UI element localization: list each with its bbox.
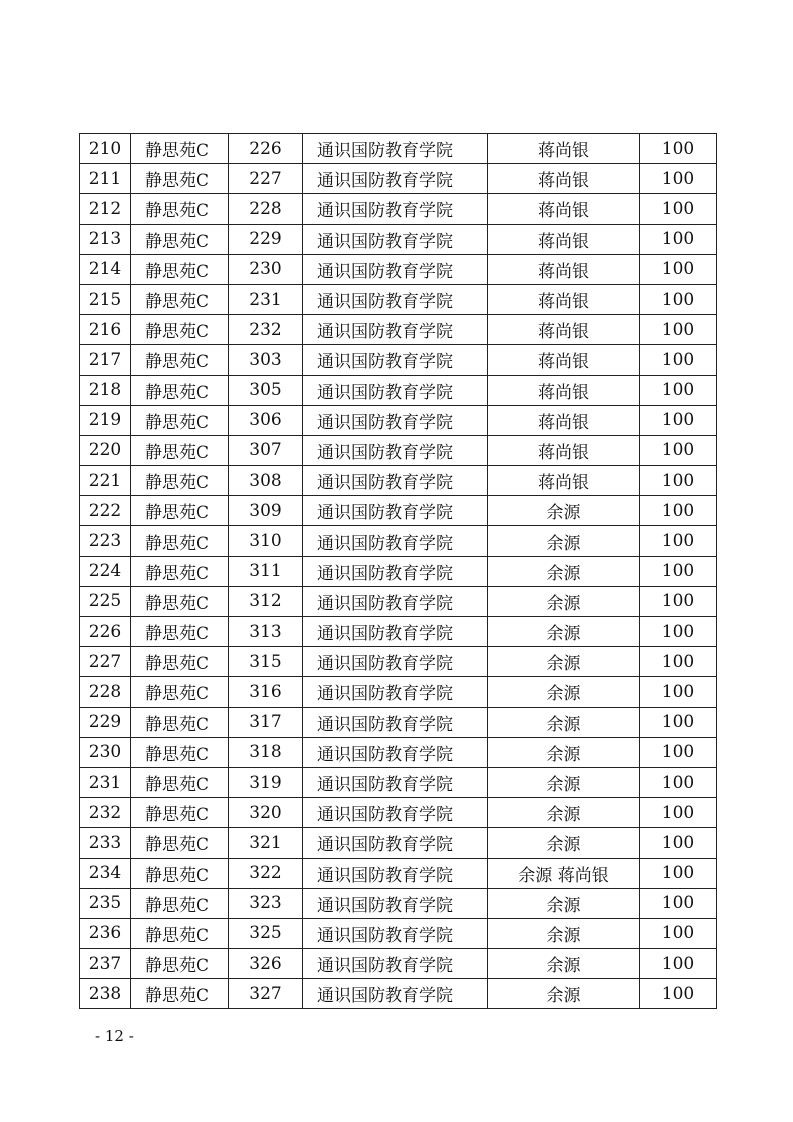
score-cell: 100 [640, 164, 717, 194]
building-cell: 静思苑C [131, 737, 229, 767]
building-cell: 静思苑C [131, 496, 229, 526]
table-row [80, 979, 717, 1009]
teacher-cell: 蒋尚银 [488, 405, 640, 435]
row-index-cell: 214 [80, 254, 131, 284]
college-cell: 通识国防教育学院 [303, 526, 488, 556]
score-cell: 100 [640, 798, 717, 828]
row-index-cell: 229 [80, 707, 131, 737]
room-cell: 229 [229, 224, 303, 254]
room-cell: 306 [229, 405, 303, 435]
score-cell: 100 [640, 345, 717, 375]
page-number: - 12 - [95, 1027, 134, 1045]
college-cell: 通识国防教育学院 [303, 677, 488, 707]
building-cell: 静思苑C [131, 858, 229, 888]
table-row [80, 949, 717, 979]
score-cell: 100 [640, 405, 717, 435]
college-cell: 通识国防教育学院 [303, 556, 488, 586]
row-index-cell: 227 [80, 647, 131, 677]
table-row [80, 617, 717, 647]
table-row [80, 254, 717, 284]
college-cell: 通识国防教育学院 [303, 224, 488, 254]
college-cell: 通识国防教育学院 [303, 466, 488, 496]
teacher-cell: 余源 [488, 798, 640, 828]
table-row [80, 586, 717, 616]
score-cell: 100 [640, 949, 717, 979]
room-cell: 327 [229, 979, 303, 1009]
row-index-cell: 212 [80, 194, 131, 224]
table-row [80, 134, 717, 164]
row-index-cell: 222 [80, 496, 131, 526]
table-row [80, 647, 717, 677]
score-cell: 100 [640, 194, 717, 224]
college-cell: 通识国防教育学院 [303, 798, 488, 828]
row-index-cell: 218 [80, 375, 131, 405]
teacher-cell: 蒋尚银 [488, 375, 640, 405]
row-index-cell: 213 [80, 224, 131, 254]
college-cell: 通识国防教育学院 [303, 345, 488, 375]
score-cell: 100 [640, 979, 717, 1009]
room-cell: 319 [229, 767, 303, 797]
building-cell: 静思苑C [131, 526, 229, 556]
building-cell: 静思苑C [131, 707, 229, 737]
score-cell: 100 [640, 828, 717, 858]
table-body [80, 134, 717, 1009]
room-cell: 325 [229, 918, 303, 948]
room-cell: 309 [229, 496, 303, 526]
row-index-cell: 215 [80, 284, 131, 314]
score-cell: 100 [640, 586, 717, 616]
college-cell: 通识国防教育学院 [303, 496, 488, 526]
building-cell: 静思苑C [131, 677, 229, 707]
college-cell: 通识国防教育学院 [303, 707, 488, 737]
teacher-cell: 余源 蒋尚银 [488, 858, 640, 888]
college-cell: 通识国防教育学院 [303, 949, 488, 979]
college-cell: 通识国防教育学院 [303, 284, 488, 314]
score-cell: 100 [640, 888, 717, 918]
score-cell: 100 [640, 315, 717, 345]
building-cell: 静思苑C [131, 979, 229, 1009]
teacher-cell: 余源 [488, 617, 640, 647]
teacher-cell: 蒋尚银 [488, 315, 640, 345]
table-row [80, 858, 717, 888]
building-cell: 静思苑C [131, 647, 229, 677]
score-cell: 100 [640, 224, 717, 254]
row-index-cell: 216 [80, 315, 131, 345]
teacher-cell: 蒋尚银 [488, 466, 640, 496]
row-index-cell: 217 [80, 345, 131, 375]
college-cell: 通识国防教育学院 [303, 918, 488, 948]
row-index-cell: 210 [80, 134, 131, 164]
room-cell: 320 [229, 798, 303, 828]
building-cell: 静思苑C [131, 798, 229, 828]
table-row [80, 405, 717, 435]
college-cell: 通识国防教育学院 [303, 737, 488, 767]
room-cell: 315 [229, 647, 303, 677]
teacher-cell: 蒋尚银 [488, 435, 640, 465]
teacher-cell: 蒋尚银 [488, 224, 640, 254]
row-index-cell: 235 [80, 888, 131, 918]
row-index-cell: 237 [80, 949, 131, 979]
room-cell: 228 [229, 194, 303, 224]
teacher-cell: 余源 [488, 979, 640, 1009]
building-cell: 静思苑C [131, 918, 229, 948]
table-row [80, 767, 717, 797]
score-cell: 100 [640, 284, 717, 314]
score-cell: 100 [640, 767, 717, 797]
table-row [80, 466, 717, 496]
score-cell: 100 [640, 375, 717, 405]
room-cell: 230 [229, 254, 303, 284]
teacher-cell: 余源 [488, 677, 640, 707]
room-cell: 232 [229, 315, 303, 345]
row-index-cell: 219 [80, 405, 131, 435]
table-row [80, 496, 717, 526]
score-cell: 100 [640, 677, 717, 707]
college-cell: 通识国防教育学院 [303, 435, 488, 465]
table-row [80, 707, 717, 737]
table-row [80, 918, 717, 948]
room-cell: 307 [229, 435, 303, 465]
building-cell: 静思苑C [131, 254, 229, 284]
building-cell: 静思苑C [131, 315, 229, 345]
row-index-cell: 220 [80, 435, 131, 465]
score-cell: 100 [640, 737, 717, 767]
row-index-cell: 221 [80, 466, 131, 496]
teacher-cell: 余源 [488, 586, 640, 616]
row-index-cell: 236 [80, 918, 131, 948]
score-cell: 100 [640, 918, 717, 948]
building-cell: 静思苑C [131, 556, 229, 586]
room-cell: 322 [229, 858, 303, 888]
table-row [80, 526, 717, 556]
room-cell: 226 [229, 134, 303, 164]
building-cell: 静思苑C [131, 767, 229, 797]
room-cell: 318 [229, 737, 303, 767]
teacher-cell: 余源 [488, 767, 640, 797]
room-cell: 316 [229, 677, 303, 707]
table-row [80, 828, 717, 858]
room-cell: 303 [229, 345, 303, 375]
building-cell: 静思苑C [131, 284, 229, 314]
room-cell: 227 [229, 164, 303, 194]
score-cell: 100 [640, 134, 717, 164]
teacher-cell: 蒋尚银 [488, 284, 640, 314]
teacher-cell: 蒋尚银 [488, 134, 640, 164]
college-cell: 通识国防教育学院 [303, 647, 488, 677]
score-cell: 100 [640, 556, 717, 586]
row-index-cell: 230 [80, 737, 131, 767]
teacher-cell: 蒋尚银 [488, 345, 640, 375]
building-cell: 静思苑C [131, 888, 229, 918]
table-row [80, 194, 717, 224]
building-cell: 静思苑C [131, 949, 229, 979]
score-cell: 100 [640, 526, 717, 556]
row-index-cell: 228 [80, 677, 131, 707]
teacher-cell: 余源 [488, 828, 640, 858]
table-row [80, 375, 717, 405]
table-row [80, 345, 717, 375]
room-cell: 323 [229, 888, 303, 918]
score-cell: 100 [640, 707, 717, 737]
room-cell: 305 [229, 375, 303, 405]
teacher-cell: 余源 [488, 496, 640, 526]
college-cell: 通识国防教育学院 [303, 858, 488, 888]
teacher-cell: 余源 [488, 949, 640, 979]
college-cell: 通识国防教育学院 [303, 888, 488, 918]
building-cell: 静思苑C [131, 134, 229, 164]
data-table [79, 133, 717, 1009]
building-cell: 静思苑C [131, 194, 229, 224]
table-row [80, 556, 717, 586]
college-cell: 通识国防教育学院 [303, 828, 488, 858]
room-cell: 313 [229, 617, 303, 647]
building-cell: 静思苑C [131, 435, 229, 465]
score-cell: 100 [640, 254, 717, 284]
room-cell: 311 [229, 556, 303, 586]
teacher-cell: 蒋尚银 [488, 194, 640, 224]
teacher-cell: 蒋尚银 [488, 164, 640, 194]
college-cell: 通识国防教育学院 [303, 194, 488, 224]
building-cell: 静思苑C [131, 224, 229, 254]
room-cell: 310 [229, 526, 303, 556]
row-index-cell: 234 [80, 858, 131, 888]
building-cell: 静思苑C [131, 586, 229, 616]
table-row [80, 284, 717, 314]
row-index-cell: 211 [80, 164, 131, 194]
table-row [80, 224, 717, 254]
teacher-cell: 余源 [488, 918, 640, 948]
room-cell: 308 [229, 466, 303, 496]
table-row [80, 798, 717, 828]
teacher-cell: 余源 [488, 707, 640, 737]
row-index-cell: 231 [80, 767, 131, 797]
building-cell: 静思苑C [131, 405, 229, 435]
score-cell: 100 [640, 435, 717, 465]
building-cell: 静思苑C [131, 345, 229, 375]
row-index-cell: 238 [80, 979, 131, 1009]
row-index-cell: 224 [80, 556, 131, 586]
teacher-cell: 余源 [488, 737, 640, 767]
score-cell: 100 [640, 858, 717, 888]
college-cell: 通识国防教育学院 [303, 134, 488, 164]
room-cell: 326 [229, 949, 303, 979]
college-cell: 通识国防教育学院 [303, 164, 488, 194]
college-cell: 通识国防教育学院 [303, 617, 488, 647]
table-row [80, 435, 717, 465]
row-index-cell: 232 [80, 798, 131, 828]
room-cell: 312 [229, 586, 303, 616]
college-cell: 通识国防教育学院 [303, 375, 488, 405]
row-index-cell: 233 [80, 828, 131, 858]
table-row [80, 164, 717, 194]
building-cell: 静思苑C [131, 164, 229, 194]
score-cell: 100 [640, 617, 717, 647]
table-row [80, 888, 717, 918]
score-cell: 100 [640, 647, 717, 677]
building-cell: 静思苑C [131, 617, 229, 647]
table-row [80, 677, 717, 707]
table-row [80, 737, 717, 767]
college-cell: 通识国防教育学院 [303, 315, 488, 345]
score-cell: 100 [640, 496, 717, 526]
college-cell: 通识国防教育学院 [303, 405, 488, 435]
row-index-cell: 223 [80, 526, 131, 556]
building-cell: 静思苑C [131, 466, 229, 496]
room-cell: 321 [229, 828, 303, 858]
college-cell: 通识国防教育学院 [303, 767, 488, 797]
room-cell: 231 [229, 284, 303, 314]
building-cell: 静思苑C [131, 828, 229, 858]
score-cell: 100 [640, 466, 717, 496]
table-row [80, 315, 717, 345]
building-cell: 静思苑C [131, 375, 229, 405]
room-cell: 317 [229, 707, 303, 737]
teacher-cell: 余源 [488, 888, 640, 918]
row-index-cell: 225 [80, 586, 131, 616]
row-index-cell: 226 [80, 617, 131, 647]
college-cell: 通识国防教育学院 [303, 254, 488, 284]
teacher-cell: 余源 [488, 647, 640, 677]
teacher-cell: 余源 [488, 556, 640, 586]
college-cell: 通识国防教育学院 [303, 586, 488, 616]
teacher-cell: 余源 [488, 526, 640, 556]
college-cell: 通识国防教育学院 [303, 979, 488, 1009]
teacher-cell: 蒋尚银 [488, 254, 640, 284]
